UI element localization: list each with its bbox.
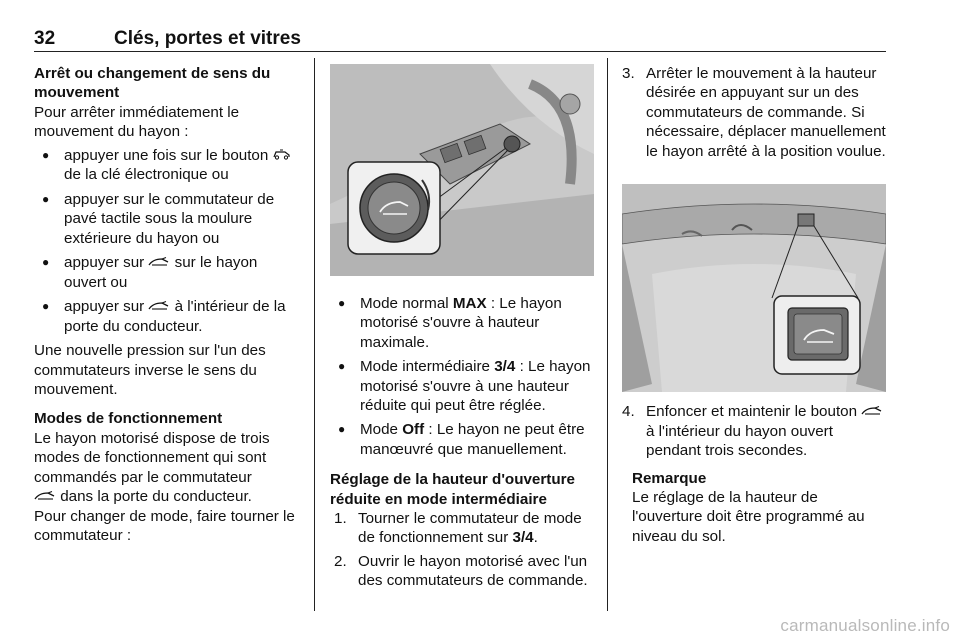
step-text: Arrêter le mouvement à la hauteur désirée en appuyant sur un des commutateurs de commande. Si nécessaire, déplacer manuellement le hayon arrêté à la position voulue. (646, 65, 886, 160)
column-divider-1 (314, 58, 315, 611)
reverse-text: Une nouvelle pression sur l'un des commutateurs inverse le sens du mouvement. (34, 342, 266, 398)
mode-label: Mode intermédiaire (360, 358, 495, 376)
tailgate-key-icon (273, 146, 291, 165)
stop-heading: Arrêt ou changement de sens du mouvement (34, 65, 271, 102)
list-item (330, 357, 594, 415)
bullet-text: appuyer sur le commutateur de pavé tactile sous la moulure extérieure du hayon ou (64, 190, 275, 247)
adjust-steps-continued (622, 64, 888, 161)
step-key: 3/4 (512, 529, 534, 547)
mode-key: MAX (452, 295, 487, 312)
modes-text-part: dans la porte du conducteur. (56, 487, 252, 505)
watermark: carmanualsonline.info (780, 616, 950, 635)
mode-key: 3/4 (494, 358, 516, 376)
list-item (34, 297, 302, 336)
bullet-text: sur le hayon ouvert ou (64, 253, 258, 291)
mode-key: Off (402, 421, 425, 439)
mode-text: : Le hayon motorisé s'ouvre à hauteur maximale. (360, 295, 562, 351)
step-number: 4. (622, 403, 635, 420)
page-header (34, 20, 886, 52)
bullet-text: appuyer sur (64, 298, 149, 316)
column-divider-2 (607, 58, 608, 611)
note-text: Le réglage de la hauteur de l'ouverture doit être programmé au niveau du sol. (632, 488, 865, 545)
mode-label: Mode (360, 421, 403, 439)
mode-label: Mode normal (360, 295, 453, 312)
bullet-text: appuyer sur (64, 253, 149, 271)
tailgate-icon (148, 297, 170, 316)
list-item (330, 420, 594, 459)
mode-text: : Le hayon motorisé s'ouvre à une hauteur réduite qui peut être réglée. (360, 358, 591, 415)
step-text: Ouvrir le hayon motorisé avec l'un des commutateurs de commande. (358, 552, 588, 590)
chapter-title: Clés, portes et vitres (114, 28, 301, 49)
stop-intro: Pour arrêter immédiatement le mouvement du hayon : (34, 103, 240, 141)
modes-text-part: Le hayon motorisé dispose de trois modes de fonctionnement qui sont commandés par le commutateur (34, 429, 270, 486)
list-item (334, 509, 594, 548)
page-number: 32 (34, 28, 56, 49)
step-number: 3. (622, 65, 635, 82)
list-item (34, 253, 302, 292)
list-item (334, 552, 594, 591)
column-1 (34, 64, 302, 545)
tailgate-icon (861, 402, 883, 421)
tailgate-icon (34, 487, 56, 506)
step-text: Tourner le commutateur de mode de fonctionnement sur (358, 510, 582, 547)
mode-list (330, 294, 594, 459)
step-number: 2. (334, 552, 347, 570)
list-item (34, 190, 302, 248)
list-item (330, 294, 594, 352)
door-switch-illustration (330, 64, 594, 276)
bullet-text: de la clé électronique ou (64, 166, 229, 184)
adjust-steps (330, 509, 594, 591)
mode-text: : Le hayon ne peut être manœuvré que manuellement. (360, 421, 585, 458)
note-heading: Remarque (632, 469, 707, 487)
stop-bullet-list (34, 146, 302, 337)
list-item (34, 146, 302, 185)
step-text: Enfoncer et maintenir le bouton (646, 403, 862, 420)
list-item (622, 64, 888, 161)
modes-heading: Modes de fonctionnement (34, 410, 223, 428)
step-text: à l'intérieur du hayon ouvert pendant trois secondes. (646, 422, 833, 460)
adjust-steps-final (622, 402, 888, 461)
bullet-text: appuyer une fois sur le bouton (64, 146, 273, 164)
list-item (622, 402, 888, 461)
adjust-heading: Réglage de la hauteur d'ouverture réduite en mode intermédiaire (330, 471, 575, 508)
column-2 (330, 290, 594, 595)
tailgate-icon (148, 253, 170, 272)
modes-turn-text: Pour changer de mode, faire tourner le commutateur : (34, 507, 295, 545)
column-3-lower (622, 402, 888, 546)
tailgate-button-illustration (622, 184, 886, 392)
step-tail: . (533, 529, 538, 547)
modes-text (34, 429, 302, 507)
bullet-text: à l'intérieur de la porte du conducteur. (64, 298, 286, 335)
column-3 (622, 64, 888, 165)
step-number: 1. (334, 510, 347, 528)
